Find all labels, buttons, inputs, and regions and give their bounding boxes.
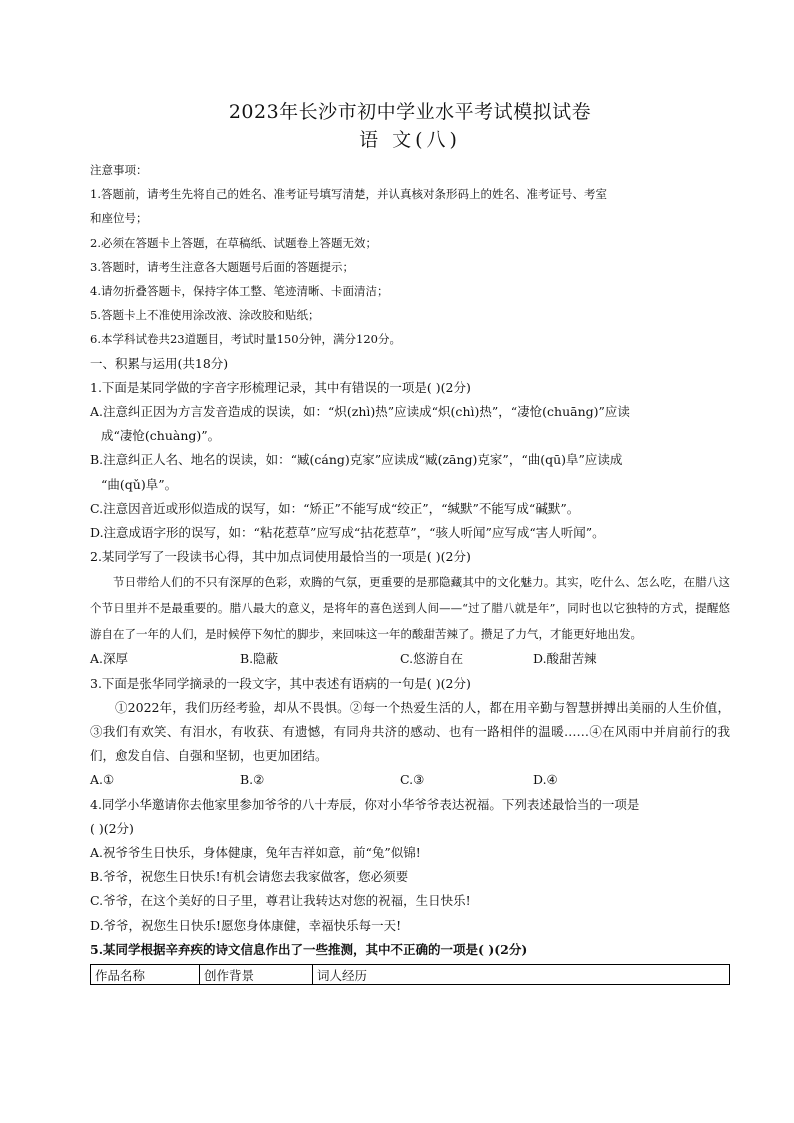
question-4-option-a: A.祝爷爷生日快乐，身体健康，兔年吉祥如意，前“兔”似锦! bbox=[90, 845, 421, 861]
question-2-options bbox=[90, 647, 730, 671]
question-4-option-d: D.爷爷，祝您生日快乐!愿您身体康健，幸福快乐每一天! bbox=[90, 917, 402, 933]
notice-item: 4.请勿折叠答题卡，保持字体工整、笔迹清晰、卡面清洁； bbox=[90, 284, 389, 299]
notice-item: 3.答题时，请考生注意各大题题号后面的答题提示； bbox=[90, 259, 354, 274]
exam-title: 2023年长沙市初中学业水平考试模拟试卷 bbox=[228, 101, 592, 123]
question-1-option-a-cont: 成“凄怆(chuàng)”。 bbox=[101, 428, 221, 444]
option-d: D.酸甜苦辣 bbox=[533, 651, 597, 667]
question-1-stem: 1.下面是某同学做的字音字形梳理记录，其中有错误的一项是( )(2分) bbox=[90, 379, 471, 395]
option-b: B.② bbox=[240, 772, 265, 788]
exam-subtitle: 语 文(八) bbox=[359, 129, 461, 151]
question-1-option-a: A.注意纠正因为方言发音造成的误读，如：“炽(zhì)热”应读成“炽(chì)热”，“凄怆(chuāng)”应读 bbox=[90, 404, 630, 420]
option-a: A.深厚 bbox=[90, 651, 129, 667]
question-1-option-d: D.注意成语字形的误写，如：“粘花惹草”应写成“拈花惹草”，“骇人听闻”应写成“害人听闻”。 bbox=[90, 525, 605, 541]
question-1-option-b-cont: “曲(qǔ)阜”。 bbox=[101, 476, 178, 492]
question-5-table bbox=[90, 964, 730, 985]
question-1-option-c: C.注意因音近或形似造成的误写，如：“矫正”不能写成“绞正”，“缄默”不能写成“碱默”。 bbox=[90, 500, 580, 516]
question-2-stem: 2.某同学写了一段读书心得，其中加点词使用最恰当的一项是( )(2分) bbox=[90, 549, 471, 565]
notice-item: 和座位号； bbox=[90, 211, 148, 226]
question-4-stem: 4.同学小华邀请你去他家里参加爷爷的八十寿辰，你对小华爷爷表达祝福。下列表述最恰当的一项是 bbox=[90, 796, 640, 812]
table-header-cell: 作品名称 bbox=[91, 965, 200, 985]
option-d: D.④ bbox=[533, 772, 558, 788]
table-row bbox=[91, 965, 730, 985]
table-header-cell: 词人经历 bbox=[313, 965, 730, 985]
notice-item: 1.答题前，请考生先将自己的姓名、准考证号填写清楚，并认真核对条形码上的姓名、准考证号、考室 bbox=[90, 187, 607, 202]
option-c: C.③ bbox=[400, 772, 425, 788]
question-2-passage: 节日带给人们的不只有深厚的色彩，欢腾的气氛，更重要的是那隐藏其中的文化魅力。其实，吃什么、怎么吃，在腊八这个节日里并不是最重要的。腊八最大的意义，是将年的喜色送到人间——“过了腊八就是年”，同时也以它独特的方式，提醒悠游自在了一年的人们，是时候停下匆忙的脚步，来回味这一年的酸甜苦辣了。攒足了力气，才能更好地出发。 bbox=[90, 575, 730, 642]
notice-heading: 注意事项： bbox=[90, 163, 148, 177]
option-a: A.① bbox=[90, 772, 115, 788]
question-3-options bbox=[90, 768, 730, 792]
question-4-option-c: C.爷爷，在这个美好的日子里，尊君让我转达对您的祝福，生日快乐! bbox=[90, 893, 471, 909]
question-3-passage: ①2022年，我们历经考验，却从不畏惧。②每一个热爱生活的人，都在用辛勤与智慧拼搏出美丽的人生价值，③我们有欢笑、有泪水，有收获、有遗憾，有同舟共济的感动、也有一路相伴的温暖……④在风雨中并肩前行的我们，愈发自信、自强和坚韧，也更加团结。 bbox=[90, 699, 730, 764]
notice-item: 6.本学科试卷共23道题目，考试时量150分钟，满分120分。 bbox=[90, 332, 402, 347]
notice-item: 2.必须在答题卡上答题，在草稿纸、试题卷上答题无效； bbox=[90, 235, 377, 250]
exam-page bbox=[90, 98, 730, 985]
question-3-stem: 3.下面是张华同学摘录的一段文字，其中表述有语病的一句是( )(2分) bbox=[90, 675, 471, 691]
section-heading: 一、积累与运用(共18分) bbox=[90, 355, 229, 371]
option-b: B.隐蔽 bbox=[240, 651, 279, 667]
question-4-option-b: B.爷爷，祝您生日快乐!有机会请您去我家做客，您必须要 bbox=[90, 869, 409, 885]
question-5-stem: 5.某同学根据辛弃疾的诗文信息作出了一些推测，其中不正确的一项是( )(2分) bbox=[90, 941, 528, 957]
notice-item: 5.答题卡上不准使用涂改液、涂改胶和贴纸； bbox=[90, 308, 320, 323]
option-c: C.悠游自在 bbox=[400, 651, 464, 667]
question-4-stem-cont: ( )(2分) bbox=[90, 820, 134, 836]
question-1-option-b: B.注意纠正人名、地名的误读，如：“臧(cáng)克家”应读成“臧(zāng)克家”，“曲(qū)阜”应读成 bbox=[90, 452, 623, 468]
table-header-cell: 创作背景 bbox=[200, 965, 313, 985]
